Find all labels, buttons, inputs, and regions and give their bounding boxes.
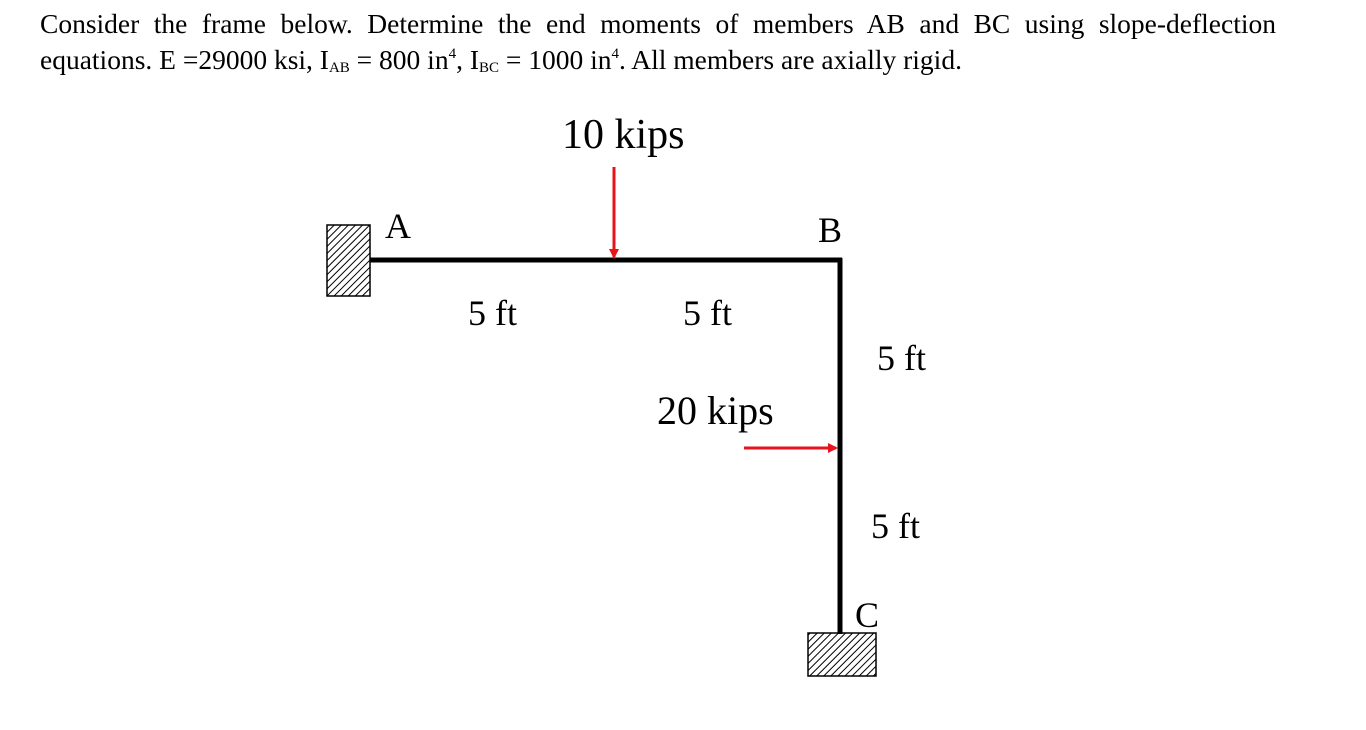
- problem-text-3: , I: [456, 44, 479, 75]
- load-horizontal-label: 20 kips: [657, 388, 774, 433]
- joint-a-label: A: [385, 206, 411, 246]
- iab-subscript: AB: [328, 60, 350, 76]
- exponent-1: 4: [448, 46, 457, 62]
- fixed-support-c: [808, 633, 876, 676]
- dimension-ab-right: 5 ft: [683, 293, 732, 333]
- dimension-bc-upper: 5 ft: [877, 338, 926, 378]
- joint-b-label: B: [818, 210, 843, 250]
- problem-text-2: = 800 in: [349, 44, 449, 75]
- fixed-support-a: [327, 225, 370, 296]
- problem-text-4: = 1000 in: [499, 44, 612, 75]
- ibc-subscript: BC: [479, 60, 500, 76]
- load-vertical-label: 10 kips: [562, 112, 685, 158]
- problem-text-1: Consider the frame below. Determine the end moments of members AB and BC using slope-deflection equations. E =29000 ksi, I: [40, 8, 1276, 75]
- dimension-bc-lower: 5 ft: [871, 506, 920, 546]
- problem-text-5: . All members are axially rigid.: [619, 44, 962, 75]
- exponent-2: 4: [611, 46, 620, 62]
- dimension-ab-left: 5 ft: [468, 293, 517, 333]
- joint-c-label: C: [855, 595, 880, 635]
